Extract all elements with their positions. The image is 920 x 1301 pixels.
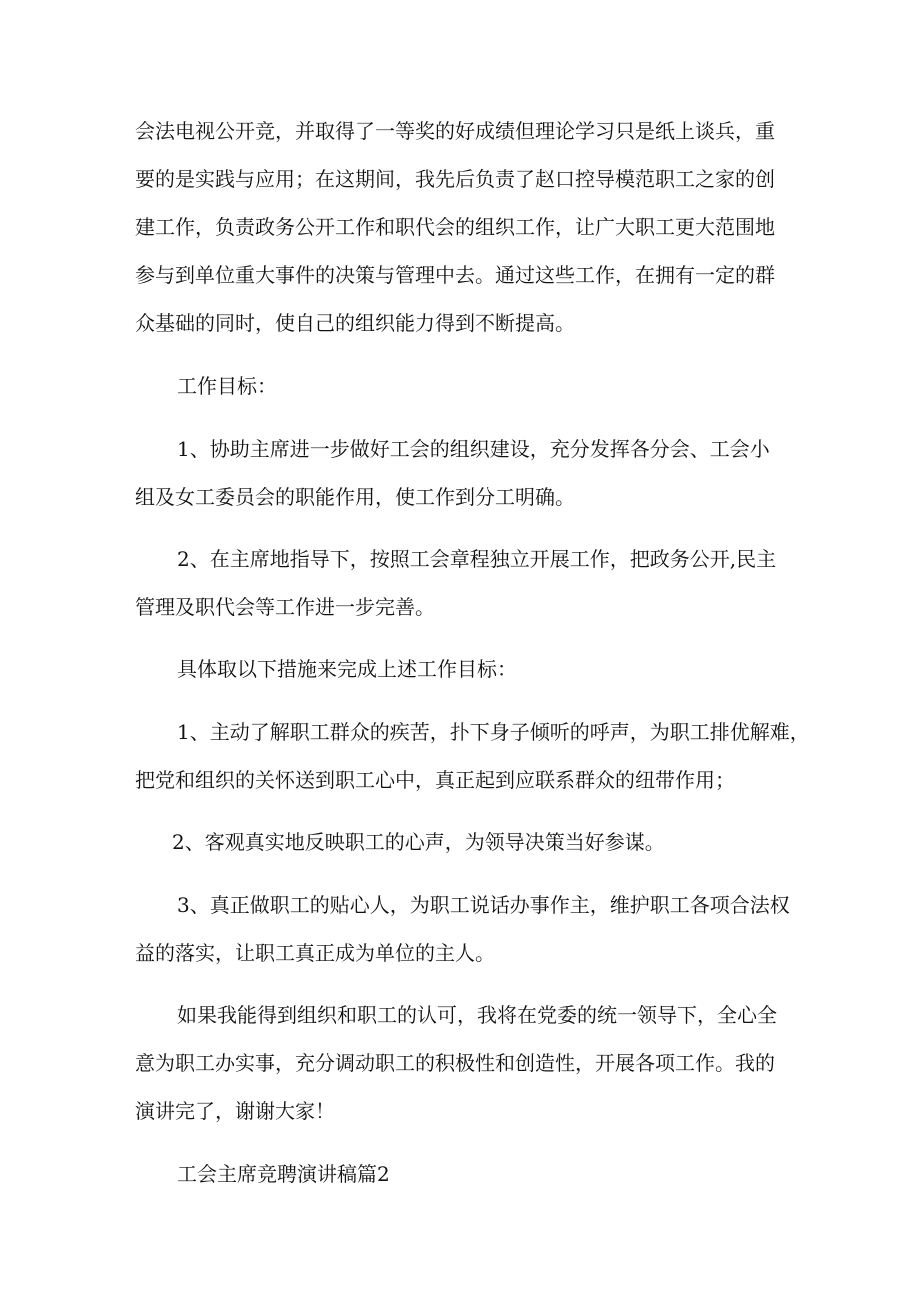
text-line: 众基础的同时，使自己的组织能力得到不断提高。 bbox=[135, 311, 575, 335]
closing-paragraph bbox=[135, 991, 785, 1135]
measure-item-3 bbox=[135, 881, 790, 977]
text-line: 要的是实践与应用；在这期间，我先后负责了赵口控导模范职工之家的创 bbox=[135, 167, 775, 191]
text-line: 管理及职代会等工作进一步完善。 bbox=[135, 595, 435, 619]
text-line: 2、客观真实地反映职工的心声，为领导决策当好参谋。 bbox=[172, 830, 665, 854]
measures-heading: 具体取以下措施来完成上述工作目标： bbox=[177, 657, 517, 681]
text-line: 如果我能得到组织和职工的认可，我将在党委的统一领导下，全心全 bbox=[177, 1003, 777, 1027]
text-line: 演讲完了，谢谢大家！ bbox=[135, 1099, 335, 1123]
text-line: 2、在主席地指导下，按照工会章程独立开展工作，把政务公开,民主 bbox=[177, 547, 777, 571]
goal-item-1 bbox=[135, 425, 785, 521]
measure-item-1 bbox=[135, 708, 810, 804]
text-line: 会法电视公开竞，并取得了一等奖的好成绩但理论学习只是纸上谈兵，重 bbox=[135, 119, 775, 143]
next-section-title: 工会主席竞聘演讲稿篇2 bbox=[177, 1162, 390, 1186]
intro-paragraph bbox=[135, 107, 785, 347]
text-line: 把党和组织的关怀送到职工心中，真正起到应联系群众的纽带作用； bbox=[135, 768, 735, 792]
text-line: 3、真正做职工的贴心人，为职工说话办事作主，维护职工各项合法权 bbox=[177, 893, 790, 917]
text-line: 益的落实，让职工真正成为单位的主人。 bbox=[135, 941, 495, 965]
text-line: 建工作，负责政务公开工作和职代会的组织工作，让广大职工更大范围地 bbox=[135, 215, 775, 239]
text-line: 组及女工委员会的职能作用，使工作到分工明确。 bbox=[135, 485, 575, 509]
text-line: 意为职工办实事，充分调动职工的积极性和创造性，开展各项工作。我的 bbox=[135, 1051, 775, 1075]
goal-item-2 bbox=[135, 535, 785, 631]
text-line: 1、主动了解职工群众的疾苦，扑下身子倾听的呼声，为职工排优解难， bbox=[177, 720, 810, 744]
text-line: 1、协助主席进一步做好工会的组织建设，充分发挥各分会、工会小 bbox=[177, 437, 770, 461]
text-line: 参与到单位重大事件的决策与管理中去。通过这些工作，在拥有一定的群 bbox=[135, 263, 775, 287]
goals-heading: 工作目标： bbox=[177, 374, 277, 398]
measure-item-2 bbox=[135, 818, 785, 866]
